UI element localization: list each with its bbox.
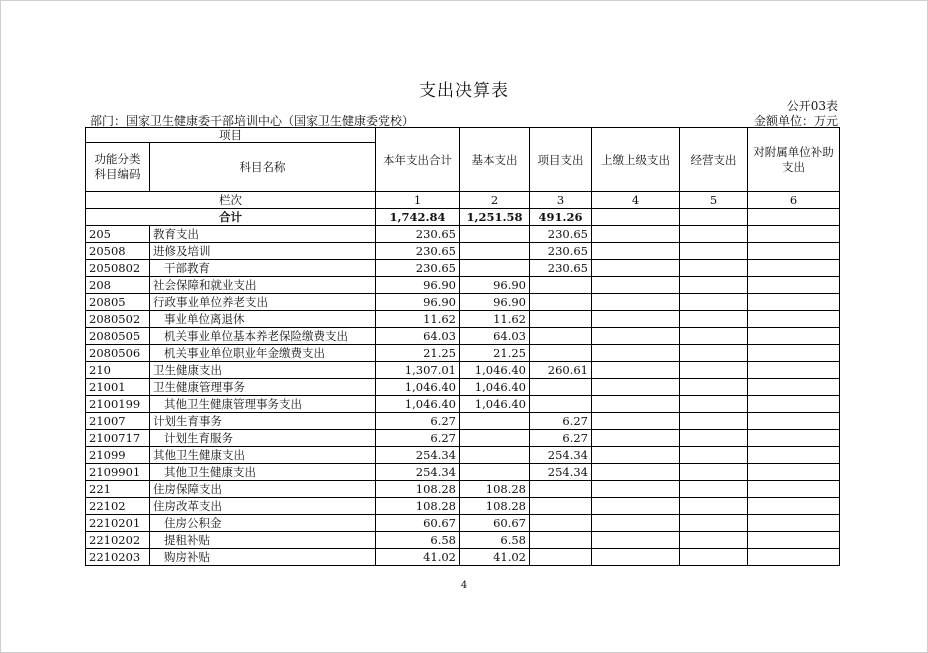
total-upper [592, 209, 680, 226]
row-code: 20805 [86, 294, 150, 311]
table-row [86, 413, 840, 430]
row-upper [592, 532, 680, 549]
row-project [530, 294, 592, 311]
row-upper [592, 498, 680, 515]
row-subsidy [748, 515, 840, 532]
row-code: 21001 [86, 379, 150, 396]
row-business [680, 464, 748, 481]
row-project: 254.34 [530, 464, 592, 481]
row-total: 1,046.40 [376, 396, 460, 413]
row-basic [460, 226, 530, 243]
row-name: 机关事业单位基本养老保险缴费支出 [150, 328, 376, 345]
row-code: 2080505 [86, 328, 150, 345]
row-name: 事业单位离退休 [150, 311, 376, 328]
table-row [86, 464, 840, 481]
row-total: 6.27 [376, 430, 460, 447]
row-code: 2100717 [86, 430, 150, 447]
row-name: 卫生健康支出 [150, 362, 376, 379]
row-project [530, 379, 592, 396]
header-basic: 基本支出 [460, 128, 530, 192]
row-basic: 96.90 [460, 277, 530, 294]
row-code: 2080506 [86, 345, 150, 362]
row-business [680, 277, 748, 294]
row-business [680, 498, 748, 515]
table-row [86, 481, 840, 498]
row-upper [592, 345, 680, 362]
header-subject-name: 科目名称 [150, 143, 376, 192]
row-total: 230.65 [376, 243, 460, 260]
row-upper [592, 464, 680, 481]
row-project [530, 396, 592, 413]
row-project [530, 498, 592, 515]
row-business [680, 362, 748, 379]
total-basic: 1,251.58 [460, 209, 530, 226]
row-subsidy [748, 260, 840, 277]
row-project [530, 328, 592, 345]
row-total: 254.34 [376, 464, 460, 481]
row-business [680, 379, 748, 396]
row-code: 21007 [86, 413, 150, 430]
row-upper [592, 549, 680, 566]
row-project [530, 311, 592, 328]
row-project: 230.65 [530, 260, 592, 277]
expenditure-table [85, 127, 840, 566]
row-basic: 108.28 [460, 498, 530, 515]
row-subsidy [748, 532, 840, 549]
table-row [86, 362, 840, 379]
row-total: 108.28 [376, 498, 460, 515]
row-name: 计划生育事务 [150, 413, 376, 430]
row-business [680, 311, 748, 328]
row-upper [592, 396, 680, 413]
row-subsidy [748, 345, 840, 362]
row-code: 2210203 [86, 549, 150, 566]
row-project: 230.65 [530, 226, 592, 243]
header-total: 本年支出合计 [376, 128, 460, 192]
total-business [680, 209, 748, 226]
row-basic [460, 260, 530, 277]
row-name: 提租补贴 [150, 532, 376, 549]
unit-label: 金额单位：万元 [753, 114, 838, 128]
row-business [680, 294, 748, 311]
row-total: 1,307.01 [376, 362, 460, 379]
header-business: 经营支出 [680, 128, 748, 192]
row-upper [592, 481, 680, 498]
row-business [680, 447, 748, 464]
row-upper [592, 260, 680, 277]
row-subsidy [748, 498, 840, 515]
row-business [680, 515, 748, 532]
row-basic: 21.25 [460, 345, 530, 362]
row-subsidy [748, 379, 840, 396]
row-project: 254.34 [530, 447, 592, 464]
table-row [86, 243, 840, 260]
row-upper [592, 226, 680, 243]
table-body [86, 226, 840, 566]
row-basic [460, 464, 530, 481]
row-upper [592, 379, 680, 396]
row-total: 254.34 [376, 447, 460, 464]
row-upper [592, 328, 680, 345]
row-subsidy [748, 362, 840, 379]
table-row [86, 226, 840, 243]
table-row [86, 294, 840, 311]
row-business [680, 328, 748, 345]
row-basic [460, 447, 530, 464]
row-code: 2050802 [86, 260, 150, 277]
col-index-2: 2 [460, 192, 530, 209]
row-total: 108.28 [376, 481, 460, 498]
table-row [86, 379, 840, 396]
total-project: 491.26 [530, 209, 592, 226]
row-code: 2210201 [86, 515, 150, 532]
row-basic [460, 413, 530, 430]
table-row [86, 549, 840, 566]
row-name: 机关事业单位职业年金缴费支出 [150, 345, 376, 362]
row-basic: 1,046.40 [460, 396, 530, 413]
total-subsidy [748, 209, 840, 226]
row-subsidy [748, 549, 840, 566]
row-basic: 11.62 [460, 311, 530, 328]
row-basic: 6.58 [460, 532, 530, 549]
table-row [86, 498, 840, 515]
row-name: 教育支出 [150, 226, 376, 243]
row-business [680, 345, 748, 362]
row-code: 2080502 [86, 311, 150, 328]
total-label: 合计 [86, 209, 376, 226]
row-code: 2210202 [86, 532, 150, 549]
header-subsidy: 对附属单位补助支出 [748, 128, 840, 192]
row-total: 96.90 [376, 294, 460, 311]
row-subsidy [748, 243, 840, 260]
header-project-expense: 项目支出 [530, 128, 592, 192]
row-upper [592, 430, 680, 447]
row-name: 住房公积金 [150, 515, 376, 532]
row-total: 21.25 [376, 345, 460, 362]
row-total: 60.67 [376, 515, 460, 532]
row-subsidy [748, 413, 840, 430]
row-subsidy [748, 396, 840, 413]
col-index-3: 3 [530, 192, 592, 209]
row-business [680, 430, 748, 447]
row-name: 干部教育 [150, 260, 376, 277]
row-total: 6.58 [376, 532, 460, 549]
row-code: 20508 [86, 243, 150, 260]
table-row [86, 430, 840, 447]
col-index-1: 1 [376, 192, 460, 209]
row-upper [592, 362, 680, 379]
row-code: 205 [86, 226, 150, 243]
row-business [680, 243, 748, 260]
row-upper [592, 243, 680, 260]
row-project [530, 345, 592, 362]
row-total: 41.02 [376, 549, 460, 566]
page-title: 支出决算表 [419, 81, 509, 101]
row-name: 购房补贴 [150, 549, 376, 566]
row-code: 208 [86, 277, 150, 294]
row-basic: 108.28 [460, 481, 530, 498]
form-code: 公开03表 [786, 99, 838, 113]
row-name: 住房改革支出 [150, 498, 376, 515]
row-project [530, 277, 592, 294]
row-project [530, 481, 592, 498]
row-business [680, 396, 748, 413]
row-name: 住房保障支出 [150, 481, 376, 498]
row-code: 2109901 [86, 464, 150, 481]
row-upper [592, 515, 680, 532]
row-name: 卫生健康管理事务 [150, 379, 376, 396]
row-subsidy [748, 430, 840, 447]
row-total: 6.27 [376, 413, 460, 430]
row-code: 21099 [86, 447, 150, 464]
row-name: 计划生育服务 [150, 430, 376, 447]
page-number: 4 [460, 580, 468, 591]
row-total: 1,046.40 [376, 379, 460, 396]
row-total: 64.03 [376, 328, 460, 345]
row-basic: 64.03 [460, 328, 530, 345]
row-subsidy [748, 464, 840, 481]
row-code: 210 [86, 362, 150, 379]
row-basic: 1,046.40 [460, 362, 530, 379]
table-row [86, 532, 840, 549]
row-subsidy [748, 481, 840, 498]
row-name: 进修及培训 [150, 243, 376, 260]
row-code: 22102 [86, 498, 150, 515]
row-project [530, 532, 592, 549]
table-row [86, 447, 840, 464]
table-row [86, 345, 840, 362]
row-business [680, 532, 748, 549]
row-business [680, 226, 748, 243]
row-total: 96.90 [376, 277, 460, 294]
row-total: 230.65 [376, 226, 460, 243]
col-index-label: 栏次 [86, 192, 376, 209]
table-row [86, 260, 840, 277]
row-basic [460, 430, 530, 447]
row-project: 6.27 [530, 413, 592, 430]
row-project: 6.27 [530, 430, 592, 447]
table-row [86, 311, 840, 328]
row-project: 260.61 [530, 362, 592, 379]
row-subsidy [748, 328, 840, 345]
header-func-code: 功能分类 科目编码 [86, 143, 150, 192]
row-name: 其他卫生健康支出 [150, 464, 376, 481]
table-row [86, 515, 840, 532]
row-upper [592, 413, 680, 430]
row-code: 221 [86, 481, 150, 498]
row-project [530, 549, 592, 566]
row-name: 其他卫生健康支出 [150, 447, 376, 464]
table-row [86, 277, 840, 294]
row-project [530, 515, 592, 532]
row-business [680, 413, 748, 430]
row-total: 230.65 [376, 260, 460, 277]
row-code: 2100199 [86, 396, 150, 413]
row-subsidy [748, 294, 840, 311]
row-basic [460, 243, 530, 260]
total-amount: 1,742.84 [376, 209, 460, 226]
col-index-4: 4 [592, 192, 680, 209]
row-business [680, 260, 748, 277]
row-business [680, 549, 748, 566]
row-subsidy [748, 226, 840, 243]
row-basic: 60.67 [460, 515, 530, 532]
row-subsidy [748, 277, 840, 294]
row-upper [592, 311, 680, 328]
department-label: 部门：国家卫生健康委干部培训中心（国家卫生健康委党校） [90, 114, 415, 128]
row-basic: 1,046.40 [460, 379, 530, 396]
row-subsidy [748, 311, 840, 328]
row-business [680, 481, 748, 498]
row-subsidy [748, 447, 840, 464]
row-upper [592, 294, 680, 311]
row-name: 行政事业单位养老支出 [150, 294, 376, 311]
header-upper: 上缴上级支出 [592, 128, 680, 192]
row-total: 11.62 [376, 311, 460, 328]
row-project: 230.65 [530, 243, 592, 260]
row-upper [592, 277, 680, 294]
table-row [86, 328, 840, 345]
row-basic: 41.02 [460, 549, 530, 566]
row-upper [592, 447, 680, 464]
col-index-6: 6 [748, 192, 840, 209]
row-basic: 96.90 [460, 294, 530, 311]
col-index-5: 5 [680, 192, 748, 209]
header-project: 项目 [86, 128, 376, 143]
row-name: 其他卫生健康管理事务支出 [150, 396, 376, 413]
row-name: 社会保障和就业支出 [150, 277, 376, 294]
table-row [86, 396, 840, 413]
